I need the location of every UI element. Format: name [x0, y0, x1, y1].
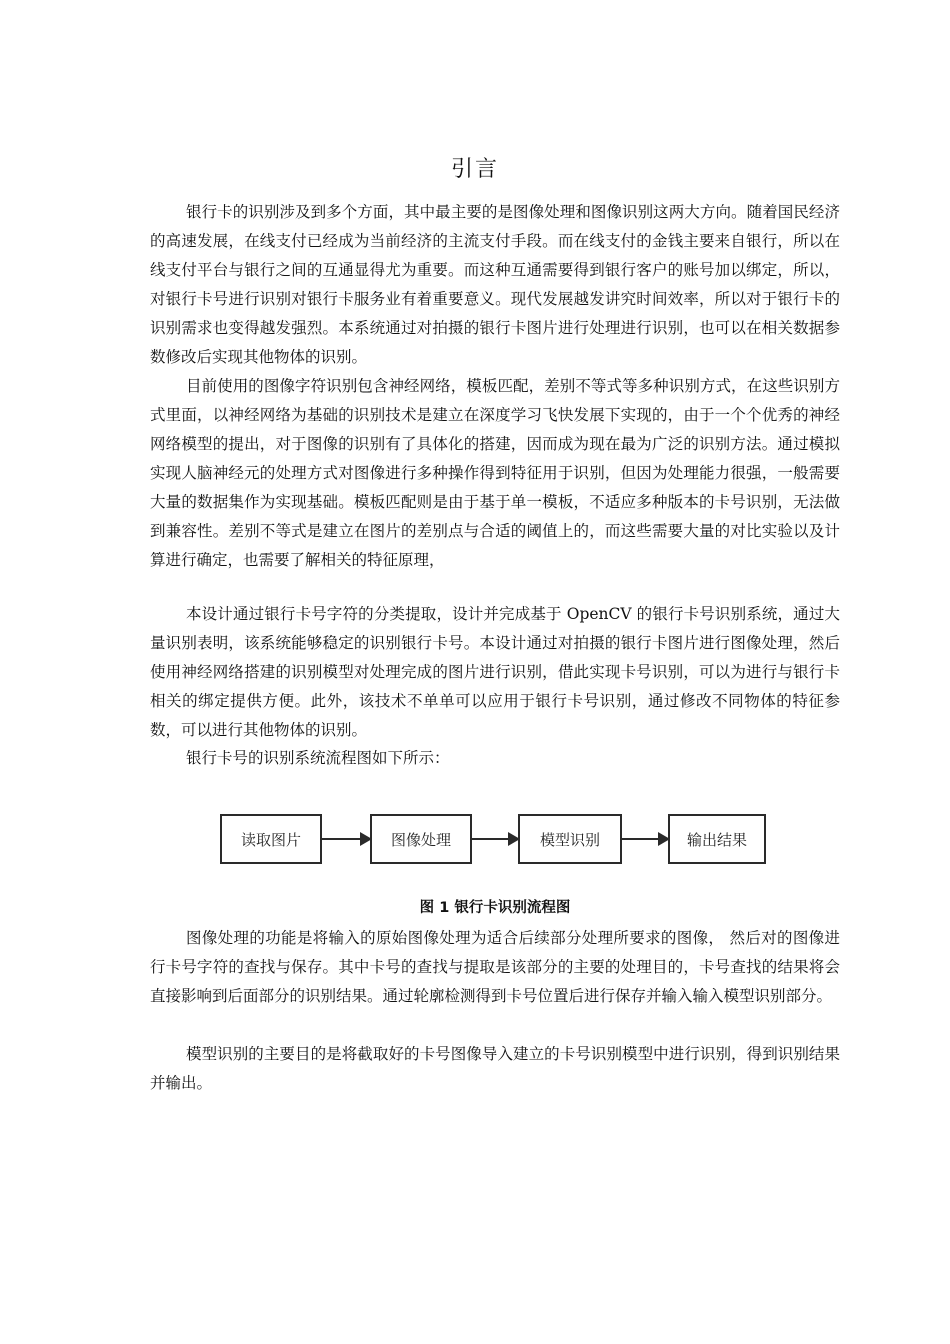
flow-step-model-recognition: 模型识别: [518, 814, 622, 864]
flow-arrow-1: [322, 838, 370, 840]
paragraph-3: 本设计通过银行卡号字符的分类提取，设计并完成基于 OpenCV 的银行卡号识别系统，通过大量识别表明，该系统能够稳定的识别银行卡号。本设计通过对拍摄的银行卡图片进行图像处理，然后使用神经网络搭建的识别模型对处理完成的图片进行识别，借此实现卡号识别，可以为进行与银行卡相关的绑定提供方便。此外，该技术不单单可以应用于银行卡号识别，通过修改不同物体的特征参数，可以进行其他物体的识别。: [150, 605, 840, 739]
paragraph-6: 模型识别的主要目的是将截取好的卡号图像导入建立的卡号识别模型中进行识别，得到识别结果并输出。: [150, 1045, 840, 1092]
paragraph-2: 目前使用的图像字符识别包含神经网络，模板匹配，差别不等式等多种识别方式，在这些识别方式里面，以神经网络为基础的识别技术是建立在深度学习飞快发展下实现的，由于一个个优秀的神经网络模型的提出，对于图像的识别有了具体化的搭建，因而成为现在最为广泛的识别方法。通过模拟实现人脑神经元的处理方式对图像进行多种操作得到特征用于识别，但因为处理能力很强，一般需要大量的数据集作为实现基础。模板匹配则是由于基于单一模板，不适应多种版本的卡号识别，无法做到兼容性。差别不等式是建立在图片的差别点与合适的阈值上的，而这些需要大量的对比实验以及计算进行确定，也需要了解相关的特征原理，: [150, 377, 840, 569]
figure-caption: 图 1 银行卡识别流程图: [419, 900, 571, 916]
paragraph-1: 银行卡的识别涉及到多个方面，其中最主要的是图像处理和图像识别这两大方向。随着国民经济的高速发展，在线支付已经成为当前经济的主流支付手段。而在线支付的金钱主要来自银行，所以在线支付平台与银行之间的互通显得尤为重要。而这种互通需要得到银行客户的账号加以绑定，所以，对银行卡号进行识别对银行卡服务业有着重要意义。现代发展越发讲究时间效率，所以对于银行卡的识别需求也变得越发强烈。本系统通过对拍摄的银行卡图片进行处理进行识别，也可以在相关数据参数修改后实现其他物体的识别。: [150, 203, 840, 366]
flow-step-output-result: 输出结果: [668, 814, 766, 864]
flow-step-image-processing: 图像处理: [370, 814, 472, 864]
paragraph-5: 图像处理的功能是将输入的原始图像处理为适合后续部分处理所要求的图像， 然后对的图像进行卡号字符的查找与保存。其中卡号的查找与提取是该部分的主要的处理目的，卡号查找的结果将会直接影响到后面部分的识别结果。通过轮廓检测得到卡号位置后进行保存并输入输入模型识别部分。: [150, 929, 840, 1005]
page-title: 引言: [450, 157, 499, 182]
flow-arrow-2: [472, 838, 518, 840]
paragraph-4: 银行卡号的识别系统流程图如下所示：: [186, 749, 450, 767]
flow-step-read-image: 读取图片: [220, 814, 322, 864]
flow-arrow-3: [622, 838, 668, 840]
flowchart: [218, 814, 768, 870]
